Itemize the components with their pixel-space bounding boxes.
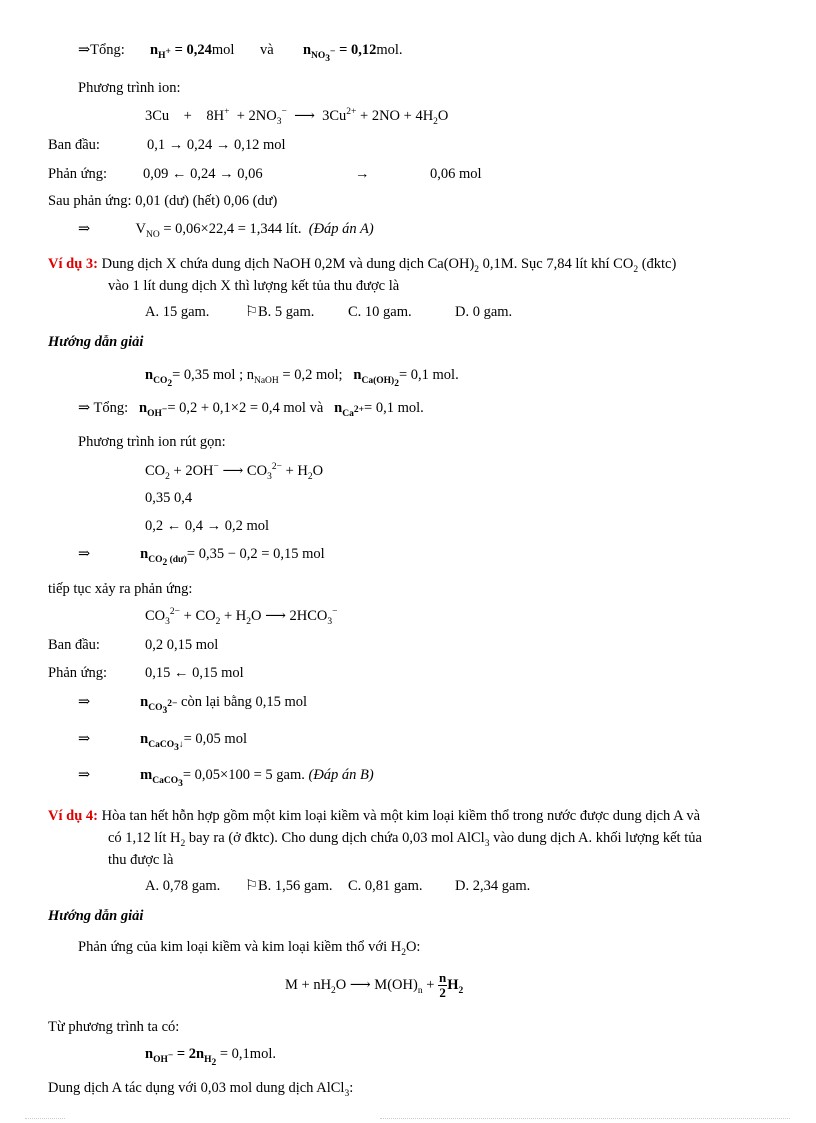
example-4-line2: có 1,12 lít $H_2$ bay ra (ở đktc). Cho dung dịch chứa 0,03 mol AlCl$_3$ vào dung dịch A. khối lượng kết tủa xyxy=(108,830,702,849)
g3-co2-excess: ⇒ $n_{CO_2 (dư)}= 0,35 - 0,2 = 0,15$ mol xyxy=(78,546,325,568)
example-3-line1: Ví dụ 3: Dung dịch X chứa dung dịch NaOH 0,2M và dung dịch $Ca(OH)_2$ 0,1M. Sục 7,84 lít khí $CO_2$ (đktc) xyxy=(48,256,677,275)
g3-eq1-initial: 0,35 0,4 xyxy=(145,490,193,506)
row-initial-values: 0,1 → 0,24 → 0,12 mol xyxy=(147,137,286,153)
total-line: ⇒Tổng: $n_{H^+} = 0,24mol$ và $n_{NO_3^-} = 0,12mol$. xyxy=(78,42,403,64)
g3-eq2-reaction-label: Phản ứng: xyxy=(48,665,108,681)
example-3-choice-b: ⚐B. 5 gam. xyxy=(245,304,315,320)
example-4-choice-a: A. 0,78 gam. xyxy=(145,878,221,894)
g3-eq2-reaction: 0,15 ← 0,15 mol xyxy=(145,665,244,681)
row-reaction-arrow: → xyxy=(355,166,370,182)
answer-flag-icon: ⚐ xyxy=(245,304,258,320)
g4-solution-a: Dung dịch A tác dụng với 0,03 mol dung dịch AlCl$_3$: xyxy=(48,1080,354,1099)
answer-flag-icon: ⚐ xyxy=(245,878,258,894)
row-reaction-values: 0,09 ← 0,24 → 0,06 xyxy=(143,166,263,182)
g3-eq2-initial: 0,2 0,15 mol xyxy=(145,637,219,653)
g4-reaction-heading: Phản ứng của kim loại kiềm và kim loại kiềm thổ với $H_2O$: xyxy=(78,939,421,958)
vno-line: ⇒ $V_{NO} = 0,06\times 22,4 = 1,344$ lít. (Đáp án A) xyxy=(78,221,374,240)
row-after: Sau phản ứng: 0,01 (dư) (hết) 0,06 (dư) xyxy=(48,193,278,209)
g3-total: ⇒ Tổng: $n_{OH^-}= 0,2 + 0,1\times 2 = 0,4$ mol và $n_{Ca^{2+}}= 0,1$ mol. xyxy=(78,400,424,419)
guide-heading-4: Hướng dẫn giải xyxy=(48,908,144,924)
row-initial-label: Ban đầu: xyxy=(48,137,100,153)
g3-moles: $n_{CO_2}= 0,35$ mol ; $n_{NaOH} = 0,2$ mol; $n_{Ca(OH)_2}= 0,1$ mol. xyxy=(145,367,459,389)
example-4-line1: Ví dụ 4: Hòa tan hết hỗn hợp gồm một kim loại kiềm và một kim loại kiềm thổ trong nước được dung dịch A và xyxy=(48,808,701,824)
g3-caco3-moles: ⇒ $n_{CaCO_3↓}= 0,05$ mol xyxy=(78,731,247,753)
ion-equation-1: 3Cu + $8H^+ + 2NO_3^-$ ⟶ $3Cu^{2+} + 2NO + 4H_2O$ xyxy=(145,107,449,127)
row-reaction-label: Phản ứng: xyxy=(48,166,108,182)
example-4-choice-b: ⚐B. 1,56 gam. xyxy=(245,878,333,894)
example-3-choice-d: D. 0 gam. xyxy=(455,304,513,320)
g4-from-equation: Từ phương trình ta có: xyxy=(48,1019,180,1035)
ion-equation-heading: Phương trình ion: xyxy=(78,80,181,96)
g3-carbonate-left: ⇒ $n_{CO_3^{2-}}$ còn lại bằng 0,15 mol xyxy=(78,694,308,716)
g3-reduced-heading: Phương trình ion rút gọn: xyxy=(78,434,226,450)
example-3-choice-a: A. 15 gam. xyxy=(145,304,210,320)
g4-equation: $M + nH_2O$ ⟶ $M(OH)_n$ + $\frac{n}{2}$ $H_2$ xyxy=(285,970,464,1001)
n-over-2-fraction: $\frac{n}{2}$ xyxy=(439,970,447,1001)
footer-divider-right xyxy=(380,1118,790,1119)
g3-eq2-initial-label: Ban đầu: xyxy=(48,637,100,653)
g3-continue: tiếp tục xảy ra phản ứng: xyxy=(48,581,193,597)
example-3-choice-c: C. 10 gam. xyxy=(348,304,412,320)
g3-caco3-mass: ⇒ $m_{CaCO_3}= 0,05\times 100 = 5$ gam. (Đáp án B) xyxy=(78,767,374,789)
example-4-choice-d: D. 2,34 gam. xyxy=(455,878,531,894)
example-4-choice-c: C. 0,81 gam. xyxy=(348,878,423,894)
example-3-line2: vào 1 lít dung dịch X thì lượng kết tủa thu được là xyxy=(108,278,400,294)
footer-divider-left xyxy=(25,1118,65,1119)
g4-oh-moles: $n_{OH^-} = 2n_{H_2} = 0,1mol$. xyxy=(145,1046,276,1068)
example-4-line3: thu được là xyxy=(108,852,174,868)
g3-equation-2: $CO_3^{2-} + CO_2 + H_2O$ ⟶ $2HCO_3^-$ xyxy=(145,607,338,627)
row-reaction-value-no: 0,06 mol xyxy=(430,166,482,182)
guide-heading-3: Hướng dẫn giải xyxy=(48,334,144,350)
g3-eq1-reaction: 0,2 ← 0,4 → 0,2 mol xyxy=(145,518,270,534)
g3-equation-1: $CO_2 + 2OH^-$ ⟶ $CO_3^{2-} + H_2O$ xyxy=(145,462,324,482)
